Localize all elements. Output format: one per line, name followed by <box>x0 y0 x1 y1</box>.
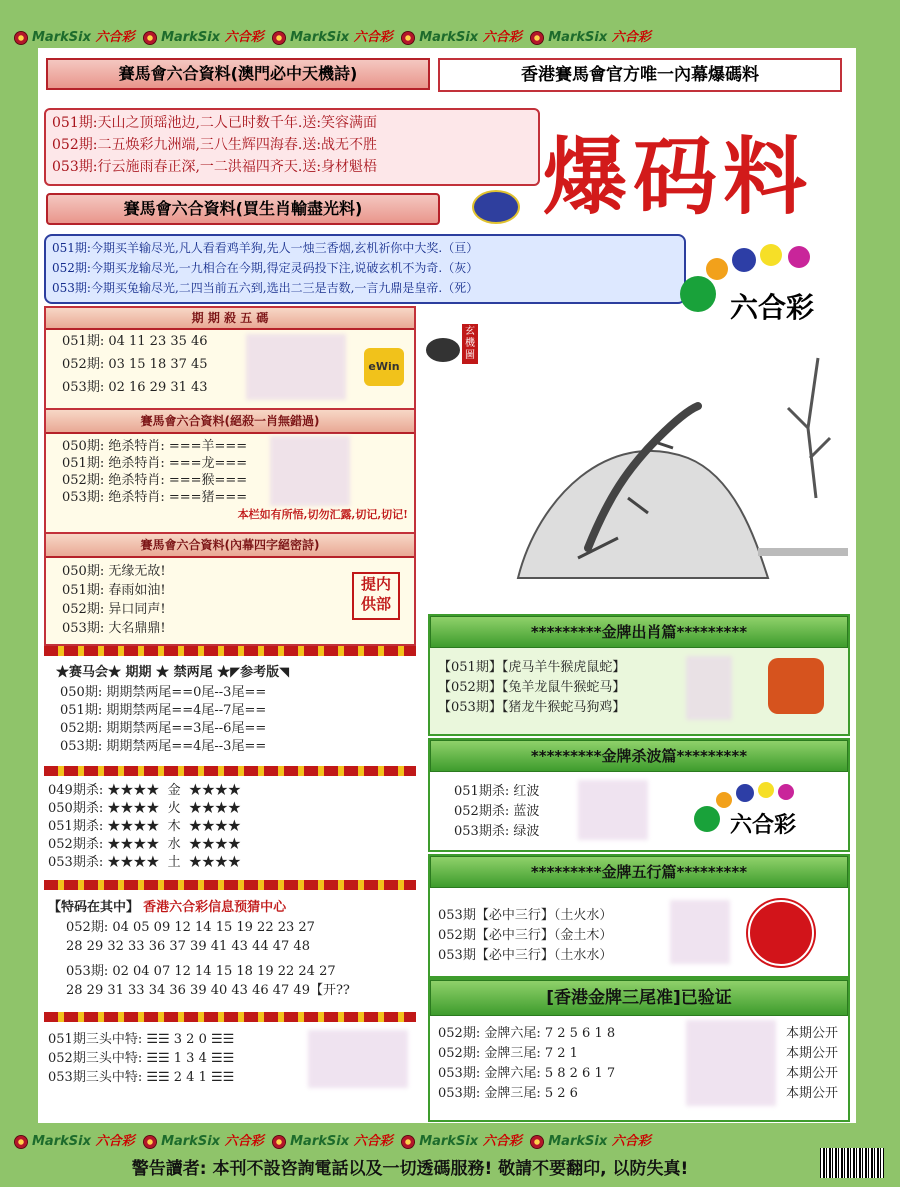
wuxing-row: 052期【必中三行】（金土木） <box>438 928 613 943</box>
ewin-logo: eWin <box>364 348 404 386</box>
flower-icon <box>530 31 544 45</box>
kill1-row: 050期: 绝杀特肖: ===羊=== <box>62 439 248 454</box>
tail-row: 053期: 金牌六尾: 5 8 2 6 1 7 本期公开 <box>438 1066 838 1081</box>
wuxing-box <box>428 854 850 978</box>
flower-icon <box>530 1135 544 1149</box>
secret4-row: 051期: 春雨如油! <box>62 583 166 598</box>
heads-panel <box>48 1030 412 1092</box>
wuxing-row: 053期【必中三行】（土火水） <box>438 908 613 923</box>
wave-title: *********金牌杀波篇********* <box>430 740 848 772</box>
flower-icon <box>272 1135 286 1149</box>
special-center: 香港六合彩信息预猜中心 <box>143 900 287 915</box>
heads-row: 052期三头中特: ☰☰ 1 3 4 ☰☰ <box>48 1051 235 1066</box>
kill5-panel <box>44 306 416 410</box>
barcode <box>820 1148 884 1178</box>
element-row: 053期杀: ★★★★ 土 ★★★★ <box>48 855 241 870</box>
kill5-row: 052期: 03 15 18 37 45 <box>62 357 208 372</box>
top-border: MarkSix 六合彩 MarkSix 六合彩 MarkSix 六合彩 MarkSix 六合彩 MarkSix 六合彩 <box>10 26 651 45</box>
tail-row: 052期: 金牌三尾: 7 2 1 本期公开 <box>438 1046 838 1061</box>
special-row: 053期: 02 04 07 12 14 15 18 19 22 24 27 <box>66 964 336 979</box>
element-row: 051期杀: ★★★★ 木 ★★★★ <box>48 819 241 834</box>
kill1-row: 053期: 绝杀特肖: ===猪=== <box>62 490 248 505</box>
wave-divider <box>44 1012 416 1022</box>
badge-icon <box>472 190 520 224</box>
secret4-row: 053期: 大名鼎鼎! <box>62 621 166 636</box>
wave-divider <box>44 766 416 776</box>
tails-row: 051期: 期期禁两尾==4尾--7尾== <box>60 703 267 718</box>
header-left-title: 賽馬會六合資料(澳門必中天機詩) <box>46 58 430 90</box>
wave-row: 051期杀: 红波 <box>454 784 540 799</box>
flower-icon <box>401 31 415 45</box>
tail-row: 053期: 金牌三尾: 5 2 6 本期公开 <box>438 1086 838 1101</box>
pointing-hand-icon <box>426 338 460 362</box>
zodiac-row: 【051期】【虎马羊牛猴虎鼠蛇】 <box>438 660 626 675</box>
kill5-row: 053期: 02 16 29 31 43 <box>62 380 208 395</box>
zodiac-loss-line: 052期:今期买龙输尽光,一九相合在今期,得定灵码投下注,说破玄机不为奇.（灰） <box>52 261 479 275</box>
element-row: 049期杀: ★★★★ 金 ★★★★ <box>48 783 241 798</box>
tails-row: 052期: 期期禁两尾==3尾--6尾== <box>60 721 267 736</box>
kill1-panel <box>44 408 416 534</box>
wave-row: 053期杀: 绿波 <box>454 824 540 839</box>
lizard-illustration <box>458 348 854 588</box>
special-row: 28 29 32 33 36 37 39 41 43 44 47 48 <box>66 939 310 954</box>
wuxing-title: *********金牌五行篇********* <box>430 856 848 888</box>
page-body <box>38 48 856 1123</box>
tails-header: ★赛马会★ 期期 ★ 禁两尾 ★◤参考版◥ <box>56 665 290 680</box>
wave-divider <box>44 880 416 890</box>
poem-line: 052期:二五焕彩九洲端,三八生辉四海春.送:战无不胜 <box>52 137 378 153</box>
tail-row: 052期: 金牌六尾: 7 2 5 6 1 8 本期公开 <box>438 1026 838 1041</box>
kill1-note: 本栏如有所悟,切勿汇露,切记,切记! <box>237 508 408 521</box>
heads-row: 053期三头中特: ☰☰ 2 4 1 ☰☰ <box>48 1070 235 1085</box>
special-panel <box>48 898 412 1008</box>
wave-row: 052期杀: 蓝波 <box>454 804 540 819</box>
kill1-title: 賽馬會六合資料(絕殺一肖無錯過) <box>46 410 414 434</box>
insider-stamp: 提内供部 <box>352 572 400 620</box>
footer-warning: 警告讀者: 本刊不設咨詢電話以及一切透碼服務! 敬請不要翻印, 以防失真! <box>131 1159 689 1179</box>
poem-line: 051期:天山之顶瑶池边,二人已时数千年.送:笑容满面 <box>52 115 378 131</box>
header-right-title: 香港賽馬會官方唯一內幕爆碼料 <box>438 58 842 92</box>
tail-box <box>428 978 850 1122</box>
tail-title: [香港金牌三尾准]已验证 <box>430 980 848 1016</box>
lizard-drawing <box>458 348 854 588</box>
zodiac-loss-box <box>44 234 686 304</box>
wave-divider <box>44 646 416 656</box>
element-row: 052期杀: ★★★★ 水 ★★★★ <box>48 837 241 852</box>
flower-icon <box>14 31 28 45</box>
lottery-label: 六合彩 <box>730 812 797 838</box>
tails-row: 053期: 期期禁两尾==4尾--3尾== <box>60 739 267 754</box>
bottom-border: MarkSix 六合彩 MarkSix 六合彩 MarkSix 六合彩 MarkSix 六合彩 MarkSix 六合彩 <box>10 1130 651 1149</box>
kill1-row: 051期: 绝杀特肖: ===龙=== <box>62 456 248 471</box>
secret4-row: 052期: 异口同声! <box>62 602 166 617</box>
money-bag-icon <box>768 658 824 714</box>
wave-box <box>428 738 850 852</box>
flower-icon <box>143 31 157 45</box>
zodiac-loss-line: 053期:今期买兔输尽光,二四当前五六到,选出二三是吉数,一言九鼎是皇帝.（死） <box>52 281 479 295</box>
zodiac-box <box>428 614 850 736</box>
heads-row: 051期三头中特: ☰☰ 3 2 0 ☰☰ <box>48 1032 235 1047</box>
flower-icon <box>401 1135 415 1149</box>
flower-icon <box>272 31 286 45</box>
tails-row: 050期: 期期禁两尾==0尾--3尾== <box>60 685 267 700</box>
special-row: 28 29 31 33 34 36 39 40 43 46 47 49【开?? <box>66 983 350 998</box>
zodiac-loss-line: 051期:今期买羊输尽光,凡人看看鸡羊狗,先人一烛三香烟,玄机祈你中大奖.（亘） <box>52 241 479 255</box>
elements-panel <box>48 782 408 874</box>
element-row: 050期杀: ★★★★ 火 ★★★★ <box>48 801 241 816</box>
poem-line: 053期:行云施雨春正深,一二洪福四齐天.送:身材魁梧 <box>52 159 378 175</box>
flower-icon <box>14 1135 28 1149</box>
secret4-title: 賽馬會六合資料(內幕四字絕密詩) <box>46 534 414 558</box>
zodiac-row: 【053期】【猪龙牛猴蛇马狗鸡】 <box>438 700 626 715</box>
xuanji-label: 玄機圖 <box>462 324 478 364</box>
flower-icon <box>143 1135 157 1149</box>
zodiac-row: 【052期】【兔羊龙鼠牛猴蛇马】 <box>438 680 626 695</box>
special-label: 【特码在其中】 <box>48 900 140 915</box>
kill5-title: 期 期 殺 五 碼 <box>46 308 414 330</box>
lottery-label: 六合彩 <box>730 291 815 324</box>
kill5-row: 051期: 04 11 23 35 46 <box>62 334 208 349</box>
secret4-row: 050期: 无缘无故! <box>62 564 166 579</box>
big-title: 爆码料 <box>543 127 814 226</box>
secret4-panel <box>44 532 416 646</box>
zodiac-title: *********金牌出肖篇********* <box>430 616 848 648</box>
wuxing-row: 053期【必中三行】（土水水） <box>438 948 613 963</box>
special-row: 052期: 04 05 09 12 14 15 19 22 23 27 <box>66 920 315 935</box>
poem-box <box>44 108 540 186</box>
tails-panel <box>44 660 416 764</box>
section2-title: 賽馬會六合資料(買生肖輸盡光料) <box>46 193 440 225</box>
bauhinia-emblem-icon <box>748 900 814 966</box>
kill1-row: 052期: 绝杀特肖: ===猴=== <box>62 473 248 488</box>
